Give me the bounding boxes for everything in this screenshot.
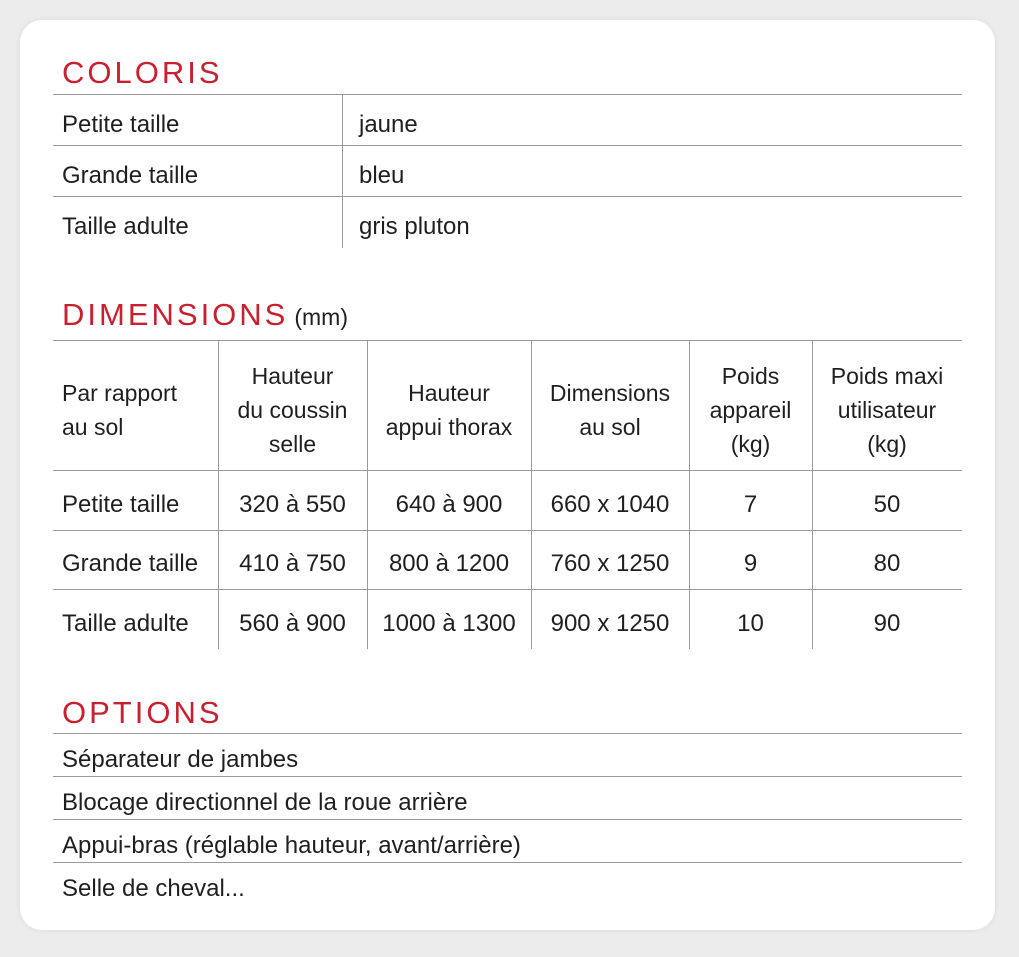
dimensions-title (62, 299, 348, 330)
dimensions-cell: 9 (743, 550, 758, 577)
dimensions-header (367, 376, 531, 444)
header-line: selle (268, 431, 317, 457)
coloris-row-value: jaune (359, 111, 418, 138)
dimensions-header (689, 359, 812, 461)
header-line: utilisateur (837, 397, 937, 423)
header-line: Hauteur (251, 363, 334, 389)
dimensions-header (812, 359, 962, 461)
dimensions-cell: 760 x 1250 (550, 550, 670, 577)
coloris-row-value: bleu (359, 162, 405, 189)
option-item: Appui-bras (réglable hauteur, avant/arrière) (62, 832, 521, 859)
dimensions-cell: 7 (743, 491, 758, 518)
header-line: du coussin (237, 397, 348, 423)
dimensions-title-text: DIMENSIONS (62, 297, 289, 332)
header-line: au sol (579, 414, 641, 440)
coloris-title: COLORIS (62, 55, 223, 90)
dimensions-header (62, 376, 212, 444)
header-line: appareil (709, 397, 792, 423)
coloris-row-label: Grande taille (62, 162, 199, 189)
header-line: au sol (62, 414, 124, 440)
dimensions-cell: 800 à 1200 (388, 550, 510, 577)
header-line: (kg) (867, 431, 907, 457)
option-item: Selle de cheval... (62, 875, 245, 902)
coloris-row-label: Petite taille (62, 111, 180, 138)
divider (53, 530, 962, 531)
dimensions-cell: 660 x 1040 (550, 491, 670, 518)
dimensions-unit: (mm) (294, 304, 348, 330)
header-line: (kg) (730, 431, 771, 457)
divider (53, 196, 962, 197)
dimensions-cell: 320 à 550 (239, 491, 346, 518)
dimensions-cell: Petite taille (62, 491, 180, 518)
dimensions-header (531, 376, 689, 444)
header-line: Poids (721, 363, 780, 389)
header-line: Dimensions (549, 380, 671, 406)
dimensions-cell: 10 (737, 610, 764, 637)
dimensions-cell: Taille adulte (62, 610, 189, 637)
divider (53, 145, 962, 146)
divider (53, 589, 962, 590)
header-line: appui thorax (385, 414, 513, 440)
dimensions-cell: 560 à 900 (239, 610, 346, 637)
dimensions-cell: 50 (873, 491, 901, 518)
divider (53, 819, 962, 820)
options-title: OPTIONS (62, 695, 223, 730)
header-line: Hauteur (408, 380, 490, 406)
coloris-row-label: Taille adulte (62, 213, 189, 240)
divider (53, 776, 962, 777)
dimensions-header (218, 359, 367, 461)
column-divider (342, 94, 343, 248)
divider (53, 94, 962, 95)
divider (53, 862, 962, 863)
divider (53, 470, 962, 471)
divider (53, 733, 962, 734)
option-item: Blocage directionnel de la roue arrière (62, 789, 468, 816)
option-item: Séparateur de jambes (62, 746, 299, 773)
coloris-row-value: gris pluton (359, 213, 470, 240)
dimensions-cell: 640 à 900 (395, 491, 503, 518)
dimensions-cell: 1000 à 1300 (382, 610, 516, 637)
dimensions-cell: 80 (873, 550, 901, 577)
dimensions-cell: 410 à 750 (239, 550, 346, 577)
divider (53, 340, 962, 341)
header-line: Par rapport (62, 380, 178, 406)
dimensions-cell: 900 x 1250 (550, 610, 670, 637)
header-line: Poids maxi (830, 363, 944, 389)
dimensions-cell: 90 (873, 610, 901, 637)
dimensions-cell: Grande taille (62, 550, 199, 577)
